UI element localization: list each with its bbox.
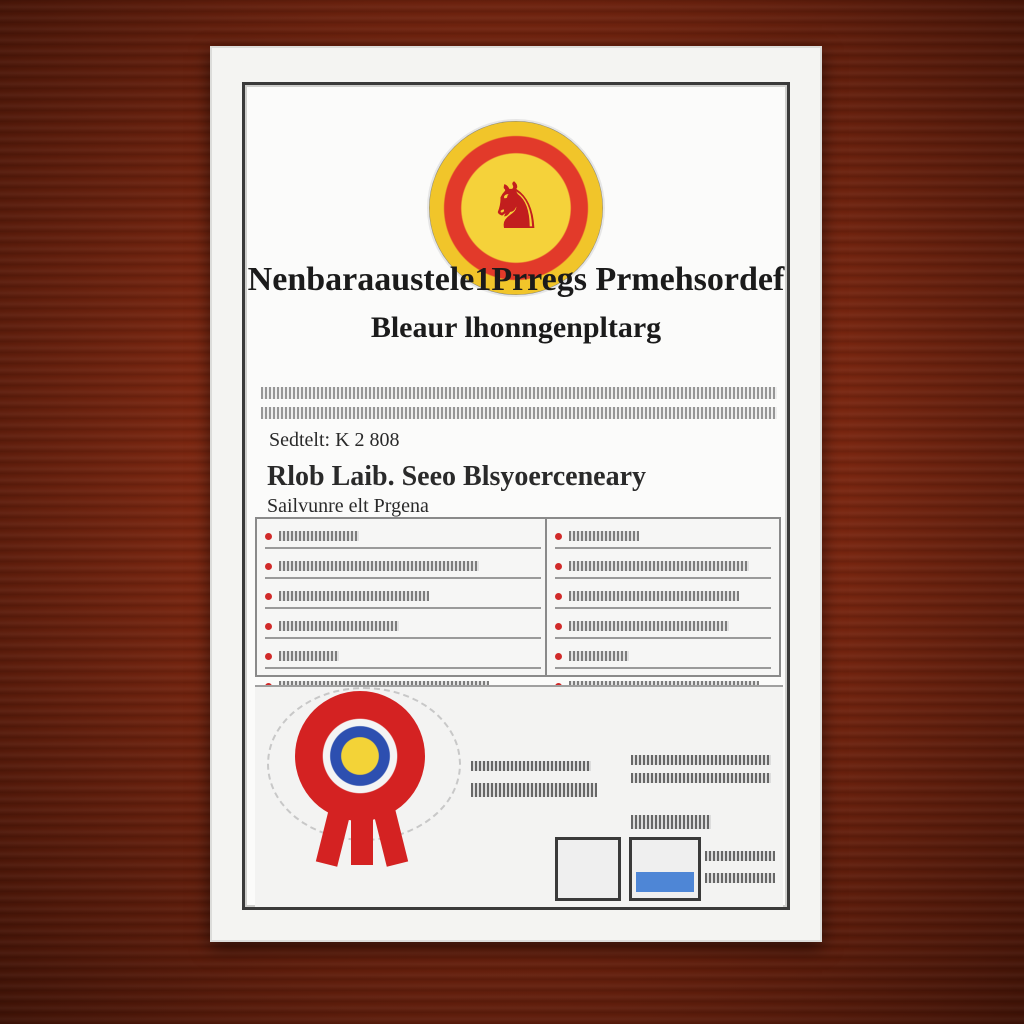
list-item (555, 525, 771, 549)
emblem-figure-icon: ♞ (487, 170, 545, 242)
illegible-line (279, 561, 479, 571)
bullet-icon (265, 623, 272, 630)
illegible-line (569, 621, 729, 631)
list-item (265, 525, 541, 549)
list-item (265, 555, 541, 579)
bullet-icon (265, 563, 272, 570)
list-item (555, 585, 771, 609)
illegible-line (569, 591, 739, 601)
recipient-subtitle: Sailvunre elt Prgena (267, 495, 429, 517)
illegible-line (631, 755, 771, 765)
list-item (555, 645, 771, 669)
bullet-icon (265, 593, 272, 600)
illegible-line (279, 591, 429, 601)
blue-strip (636, 872, 694, 892)
bullet-icon (555, 563, 562, 570)
rosette-seal-icon (295, 691, 425, 821)
certificate-title: Nenbaraaustele1Prregs Prmehsordef (247, 261, 785, 298)
illegible-line (631, 773, 771, 783)
certificate-sheet (242, 82, 790, 910)
certificate-frame (210, 46, 822, 942)
illegible-text-band (261, 407, 777, 419)
illegible-line (471, 761, 591, 771)
stamp-box (555, 837, 621, 901)
bullet-icon (555, 593, 562, 600)
bullet-icon (555, 653, 562, 660)
details-panel-left (255, 517, 551, 677)
details-panel-right (545, 517, 781, 677)
list-item (265, 645, 541, 669)
illegible-line (279, 651, 339, 661)
issue-date: Sedtelt: K 2 808 (269, 429, 400, 451)
recipient-name: Rlob Laib. Seeo Blsyoerceneary (267, 461, 647, 492)
illegible-line (705, 851, 775, 861)
list-item (555, 555, 771, 579)
illegible-text-band (261, 387, 777, 399)
list-item (555, 615, 771, 639)
certificate-subtitle: Bleaur lhonngenpltarg (370, 311, 662, 344)
illegible-line (569, 651, 629, 661)
illegible-line (279, 531, 359, 541)
bullet-icon (265, 653, 272, 660)
illegible-line (569, 561, 749, 571)
illegible-line (705, 873, 775, 883)
bullet-icon (555, 623, 562, 630)
stamp-box (629, 837, 701, 901)
list-item (265, 585, 541, 609)
illegible-line (471, 783, 597, 797)
illegible-line (631, 815, 711, 829)
illegible-line (569, 531, 639, 541)
bullet-icon (265, 533, 272, 540)
illegible-line (279, 621, 399, 631)
list-item (265, 615, 541, 639)
bullet-icon (555, 533, 562, 540)
seal-and-signature-area (255, 685, 783, 907)
